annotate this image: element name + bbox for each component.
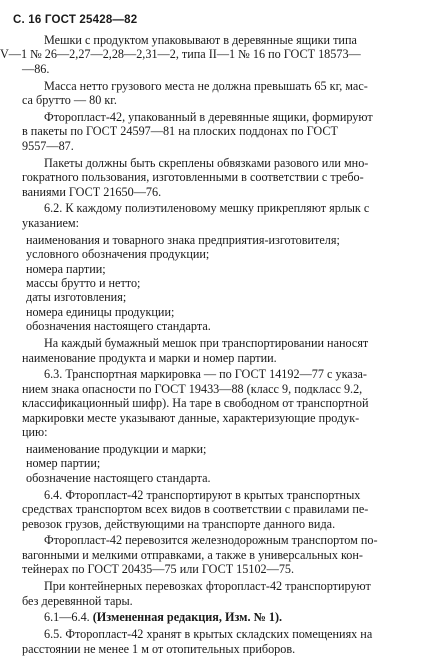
text-line: вагонными и мелкими отправками, а также в универсальных кон-: [22, 547, 363, 562]
text-line: классификационный шифр). На таре в свободном от транспортной: [22, 396, 369, 411]
list-item: условного обозначения продукции;: [26, 247, 210, 262]
text-line: нием знака опасности по ГОСТ 19433—88 (класс 9, подкласс 9.2,: [22, 381, 363, 396]
text-line: —86.: [22, 61, 50, 76]
text-line: гократного пользования, изготовленными в соответствии с требо-: [22, 170, 364, 185]
text-line: 6.2. К каждому полиэтиленовому мешку прикрепляют ярлык с: [44, 201, 370, 216]
text-line: в пакеты по ГОСТ 24597—81 на плоских поддонах по ГОСТ: [22, 124, 338, 139]
text-line: Фторопласт-42 перевозится железнодорожным транспортом по-: [44, 533, 378, 548]
text-line: 9557—87.: [22, 138, 74, 153]
list-item: номер партии;: [26, 456, 101, 471]
paragraph-6-2: [22, 201, 420, 230]
text-line: Пакеты должны быть скреплены обвязками разового или мно-: [44, 155, 369, 170]
text-line: При контейнерных перевозках фторопласт-42 транспортируют: [44, 579, 371, 594]
amendment-prefix: 6.1—6.4.: [44, 610, 93, 625]
text-line: 6.4. Фторопласт-42 транспортируют в крытых транспортных: [44, 487, 361, 502]
list-item: обозначения настоящего стандарта.: [26, 319, 211, 334]
text-line: цию:: [22, 425, 48, 440]
list-item: номера единицы продукции;: [26, 304, 175, 319]
page-header: С. 16 ГОСТ 25428—82: [13, 14, 138, 26]
marking-list: [22, 442, 420, 485]
text-line: тейнерах по ГОСТ 20435—75 или ГОСТ 15102—75.: [22, 562, 295, 577]
paragraph-6-3: [22, 367, 420, 439]
text-line: указанием:: [22, 215, 80, 230]
text-line: маркировки месте указывают данные, характеризующие продук-: [22, 410, 360, 425]
text-line: наименование продукта и марки и номер партии.: [22, 350, 277, 365]
amendment-note: [22, 610, 420, 624]
text-line: Мешки с продуктом упаковывают в деревянные ящики типа: [44, 33, 357, 47]
text-line: Масса нетто грузового места не должна превышать 65 кг, мас-: [44, 78, 368, 93]
text-line: 6.3. Транспортная маркировка — по ГОСТ 14192—77 с указа-: [44, 367, 367, 382]
amendment-bold: (Измененная редакция, Изм. № 1).: [92, 610, 283, 625]
paragraph-paper-bags: [22, 336, 420, 365]
text-line: без деревянной тары.: [22, 593, 133, 608]
text-line: Фторопласт-42, упакованный в деревянные ящики, формируют: [44, 110, 373, 125]
list-item: номера партии;: [26, 261, 106, 276]
text-line: V—1 № 26—2,27—2,28—2,31—2, типа II—1 № 16 по ГОСТ 18573—: [0, 47, 361, 62]
list-item: даты изготовления;: [26, 290, 127, 305]
list-item: наименование продукции и марки;: [26, 441, 207, 456]
paragraph-6-5: [22, 627, 420, 656]
label-list: [22, 233, 420, 334]
paragraph-rail-transport: [22, 533, 420, 576]
text-line: расстоянии не менее 1 м от отопительных приборов.: [22, 641, 296, 656]
text-line: средствах транспортом всех видов в соответствии с правилами пе-: [22, 502, 369, 517]
paragraph-6-4: [22, 488, 420, 531]
paragraph-pallets: [22, 110, 420, 153]
text-line: ревозок грузов, действующими на транспорте данного вида.: [22, 516, 336, 531]
paragraph-mass: [22, 79, 420, 108]
text-line: На каждый бумажный мешок при транспортировании наносят: [44, 336, 369, 351]
text-line: 6.5. Фторопласт-42 хранят в крытых складских помещениях на: [44, 627, 373, 642]
list-item: массы брутто и нетто;: [26, 276, 141, 290]
list-item: наименования и товарного знака предприятия-изготовителя;: [26, 232, 340, 247]
paragraph-strapping: [22, 156, 420, 199]
paragraph-containers: [22, 579, 420, 608]
text-line: са брутто — 80 кг.: [22, 93, 117, 108]
document-body: [0, 33, 420, 659]
paragraph-packing-boxes: [0, 33, 420, 76]
list-item: обозначение настоящего стандарта.: [26, 470, 211, 485]
text-line: ваниями ГОСТ 21650—76.: [22, 184, 162, 199]
